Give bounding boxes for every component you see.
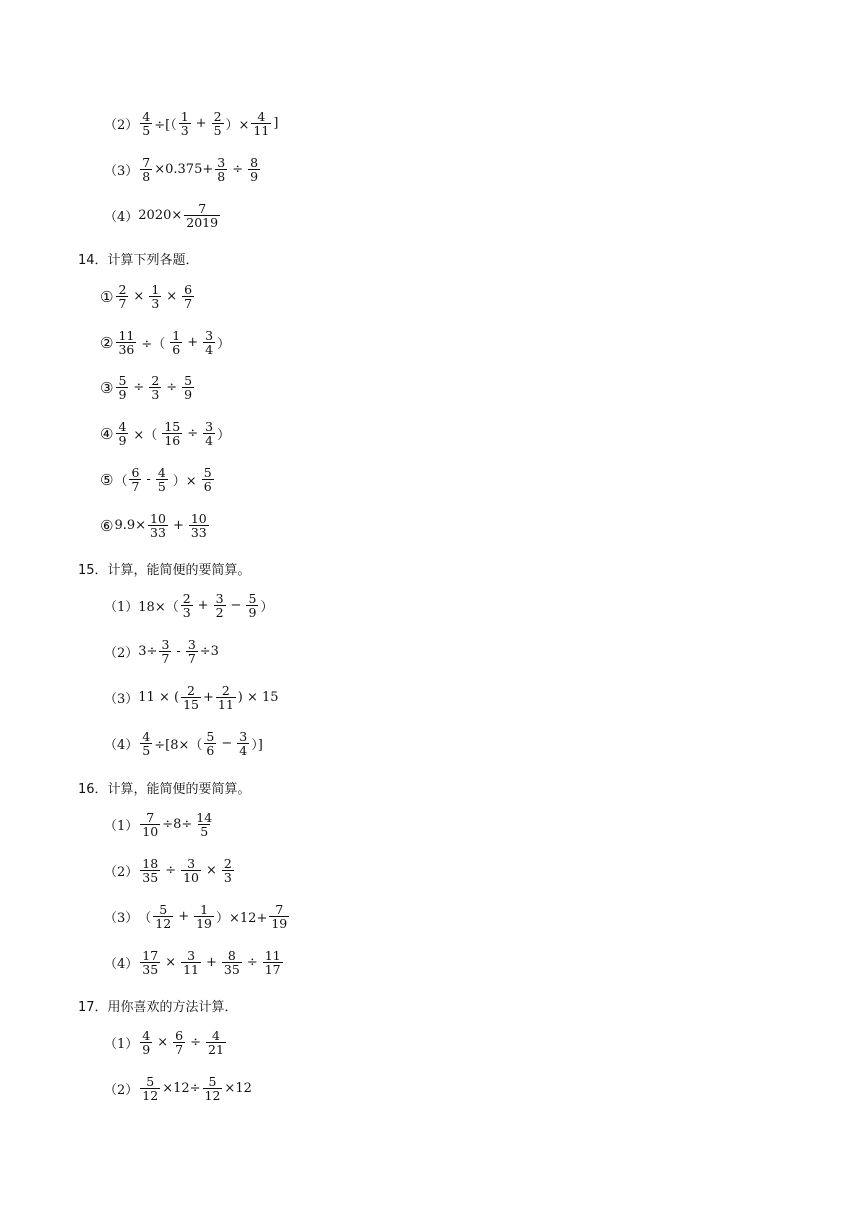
fraction: $\frac{4}{9}$ (142, 1028, 151, 1058)
operator: ÷[（ (154, 118, 177, 134)
q14-item-2 (100, 329, 230, 356)
fraction: $\frac{7}{10}$ (142, 810, 159, 840)
operator: × (165, 955, 177, 971)
fraction: $\frac{5}{12}$ (142, 1074, 159, 1104)
fraction: $\frac{4}{5}$ (142, 109, 151, 139)
fraction: $\frac{3}{10}$ (183, 856, 199, 886)
fraction: $\frac{10}{33}$ (150, 511, 166, 541)
fraction: $\frac{6}{7}$ (175, 1028, 184, 1058)
operator: + (187, 335, 199, 351)
q15-item-1 (104, 592, 273, 619)
item-label: （2） (104, 118, 139, 134)
item-label: （2） (104, 1083, 139, 1099)
operator: × (133, 289, 145, 305)
fraction: $\frac{1}{3}$ (151, 282, 160, 312)
q14-item-4 (100, 420, 230, 447)
fraction: $\frac{1}{19}$ (196, 902, 213, 932)
q14-item-5 (100, 466, 216, 493)
operator: + (178, 909, 190, 925)
operator: + (197, 598, 209, 614)
q15-item-3 (104, 684, 279, 711)
item-label: ③ (100, 378, 114, 397)
operator: ÷（ (141, 337, 166, 353)
q14-item-3 (100, 374, 196, 401)
operator: + (206, 955, 217, 971)
q16-item-2 (104, 857, 236, 884)
fraction: $\frac{7}{8}$ (142, 155, 151, 185)
q17-item-2 (104, 1075, 252, 1102)
operator: - (176, 644, 181, 660)
item-label: （1） (104, 1037, 139, 1053)
q16-item-1 (104, 811, 216, 838)
expression-text: 2020× (138, 208, 183, 224)
fraction: $\frac{10}{33}$ (190, 511, 207, 541)
fraction: $\frac{11}{36}$ (118, 328, 135, 358)
fraction: $\frac{1}{6}$ (172, 328, 181, 358)
operator: ×12÷ (162, 1081, 201, 1097)
item-label: （2） (104, 646, 139, 662)
item-label: ⑥ (100, 516, 114, 535)
fraction: $\frac{5}{9}$ (184, 373, 193, 403)
operator: ×（ (133, 428, 158, 444)
q15-item-2 (104, 638, 219, 665)
operator: ） (260, 600, 274, 616)
fraction: $\frac{4}{5}$ (157, 465, 166, 495)
item-label: （1） (104, 819, 139, 835)
fraction: $\frac{2}{11}$ (217, 683, 234, 713)
item-label: （3） (104, 911, 139, 927)
fraction: $\frac{8}{9}$ (250, 155, 259, 185)
expression-text: 18×（ (138, 600, 179, 616)
operator: × (166, 289, 178, 305)
q14-heading: 14．计算下列各题． (78, 253, 199, 268)
q17-item-1 (104, 1029, 228, 1056)
item-label: （4） (104, 957, 139, 973)
operator: − (221, 736, 233, 752)
item-label: （3） (104, 164, 139, 180)
operator: ×12 (224, 1081, 252, 1097)
expression-text: 11 × ( (138, 690, 180, 706)
q15-item-4 (104, 730, 263, 757)
item-label: （2） (104, 865, 139, 881)
fraction: $\frac{5}{6}$ (203, 465, 212, 495)
q16-item-4 (104, 949, 285, 976)
item-label: （4） (104, 738, 139, 754)
fraction: $\frac{3}{7}$ (161, 637, 170, 667)
expression-text: ) × 15 (237, 690, 279, 706)
operator: ÷ (165, 863, 177, 879)
operator: × (157, 1035, 169, 1051)
operator: ÷ (133, 380, 145, 396)
fraction: $\frac{15}{16}$ (164, 419, 181, 449)
operator: ÷ (187, 426, 199, 442)
operator: − (230, 598, 242, 614)
fraction: $\frac{2}{3}$ (182, 591, 191, 621)
operator: + (202, 690, 214, 706)
fraction: $\frac{6}{7}$ (131, 465, 140, 495)
fraction: $\frac{3}{4}$ (205, 419, 214, 449)
fraction: $\frac{5}{9}$ (118, 373, 127, 403)
item-label: ① (100, 287, 114, 306)
q13-item-2 (104, 110, 278, 137)
fraction: $\frac{8}{35}$ (223, 948, 240, 978)
fraction: $\frac{3}{7}$ (187, 637, 196, 667)
fraction: $\frac{4}{9}$ (118, 419, 127, 449)
fraction: $\frac{3}{11}$ (183, 948, 199, 978)
fraction: $\frac{3}{4}$ (239, 729, 248, 759)
fraction: $\frac{4}{21}$ (208, 1028, 224, 1058)
operator: （ (114, 474, 128, 490)
fraction: $\frac{5}{6}$ (206, 729, 215, 759)
operator: ÷[8×（ (154, 738, 203, 754)
q16-item-3 (104, 903, 291, 930)
fraction: $\frac{3}{2}$ (215, 591, 224, 621)
expression-text: ÷3 (199, 644, 219, 660)
fraction: $\frac{5}{12}$ (155, 902, 172, 932)
operator: ）] (251, 738, 263, 754)
operator: ） (217, 337, 231, 353)
operator: + (172, 518, 184, 534)
operator: × (206, 863, 217, 879)
operator: ÷ (232, 162, 244, 178)
fraction: $\frac{7}{2019}$ (186, 201, 219, 231)
item-label: （4） (104, 210, 139, 226)
operator: ）× (225, 118, 250, 134)
operator: ）× (172, 474, 197, 490)
operator: ×0.375+ (154, 162, 214, 178)
fraction: $\frac{4}{5}$ (142, 729, 151, 759)
operator: ÷ (166, 380, 178, 396)
fraction: $\frac{3}{4}$ (205, 328, 214, 358)
fraction: $\frac{6}{7}$ (184, 282, 193, 312)
fraction: $\frac{17}{35}$ (142, 948, 159, 978)
expression-text: 3÷ (138, 644, 158, 660)
operator: （ (138, 911, 152, 927)
item-label: （3） (104, 692, 139, 708)
expression-text: ）×12+ (216, 911, 268, 927)
item-label: ⑤ (100, 470, 114, 489)
operator: ÷8÷ (162, 817, 193, 833)
fraction: $\frac{7}{19}$ (271, 902, 288, 932)
item-label: ④ (100, 424, 114, 443)
item-label: ② (100, 333, 114, 352)
fraction: $\frac{2}{7}$ (118, 282, 127, 312)
fraction: $\frac{14}{5}$ (196, 810, 213, 840)
item-label: （1） (104, 600, 139, 616)
operator: ] (273, 116, 279, 132)
q14-item-6 (100, 512, 211, 539)
q15-heading: 15．计算，能简便的要简算。 (78, 563, 251, 578)
fraction: $\frac{4}{11}$ (253, 109, 270, 139)
fraction: $\frac{11}{17}$ (264, 948, 281, 978)
fraction: $\frac{5}{12}$ (204, 1074, 221, 1104)
fraction: $\frac{18}{35}$ (142, 856, 159, 886)
q13-item-3 (104, 156, 262, 183)
fraction: $\frac{2}{15}$ (183, 683, 199, 713)
fraction: $\frac{2}{3}$ (223, 856, 232, 886)
operator: - (146, 472, 151, 488)
fraction: $\frac{2}{3}$ (151, 373, 160, 403)
operator: ） (217, 428, 231, 444)
operator: ÷ (190, 1035, 201, 1051)
q16-heading: 16．计算，能简便的要简算。 (78, 782, 251, 797)
fraction: $\frac{3}{8}$ (217, 155, 226, 185)
operator: + (195, 116, 207, 132)
q17-heading: 17．用你喜欢的方法计算． (78, 1000, 238, 1015)
operator: ÷ (246, 955, 258, 971)
fraction: $\frac{2}{5}$ (213, 109, 222, 139)
fraction: $\frac{5}{9}$ (248, 591, 257, 621)
q13-item-4 (104, 202, 222, 229)
expression-text: 9.9× (114, 518, 147, 534)
q14-item-1 (100, 283, 196, 310)
fraction: $\frac{1}{3}$ (180, 109, 189, 139)
